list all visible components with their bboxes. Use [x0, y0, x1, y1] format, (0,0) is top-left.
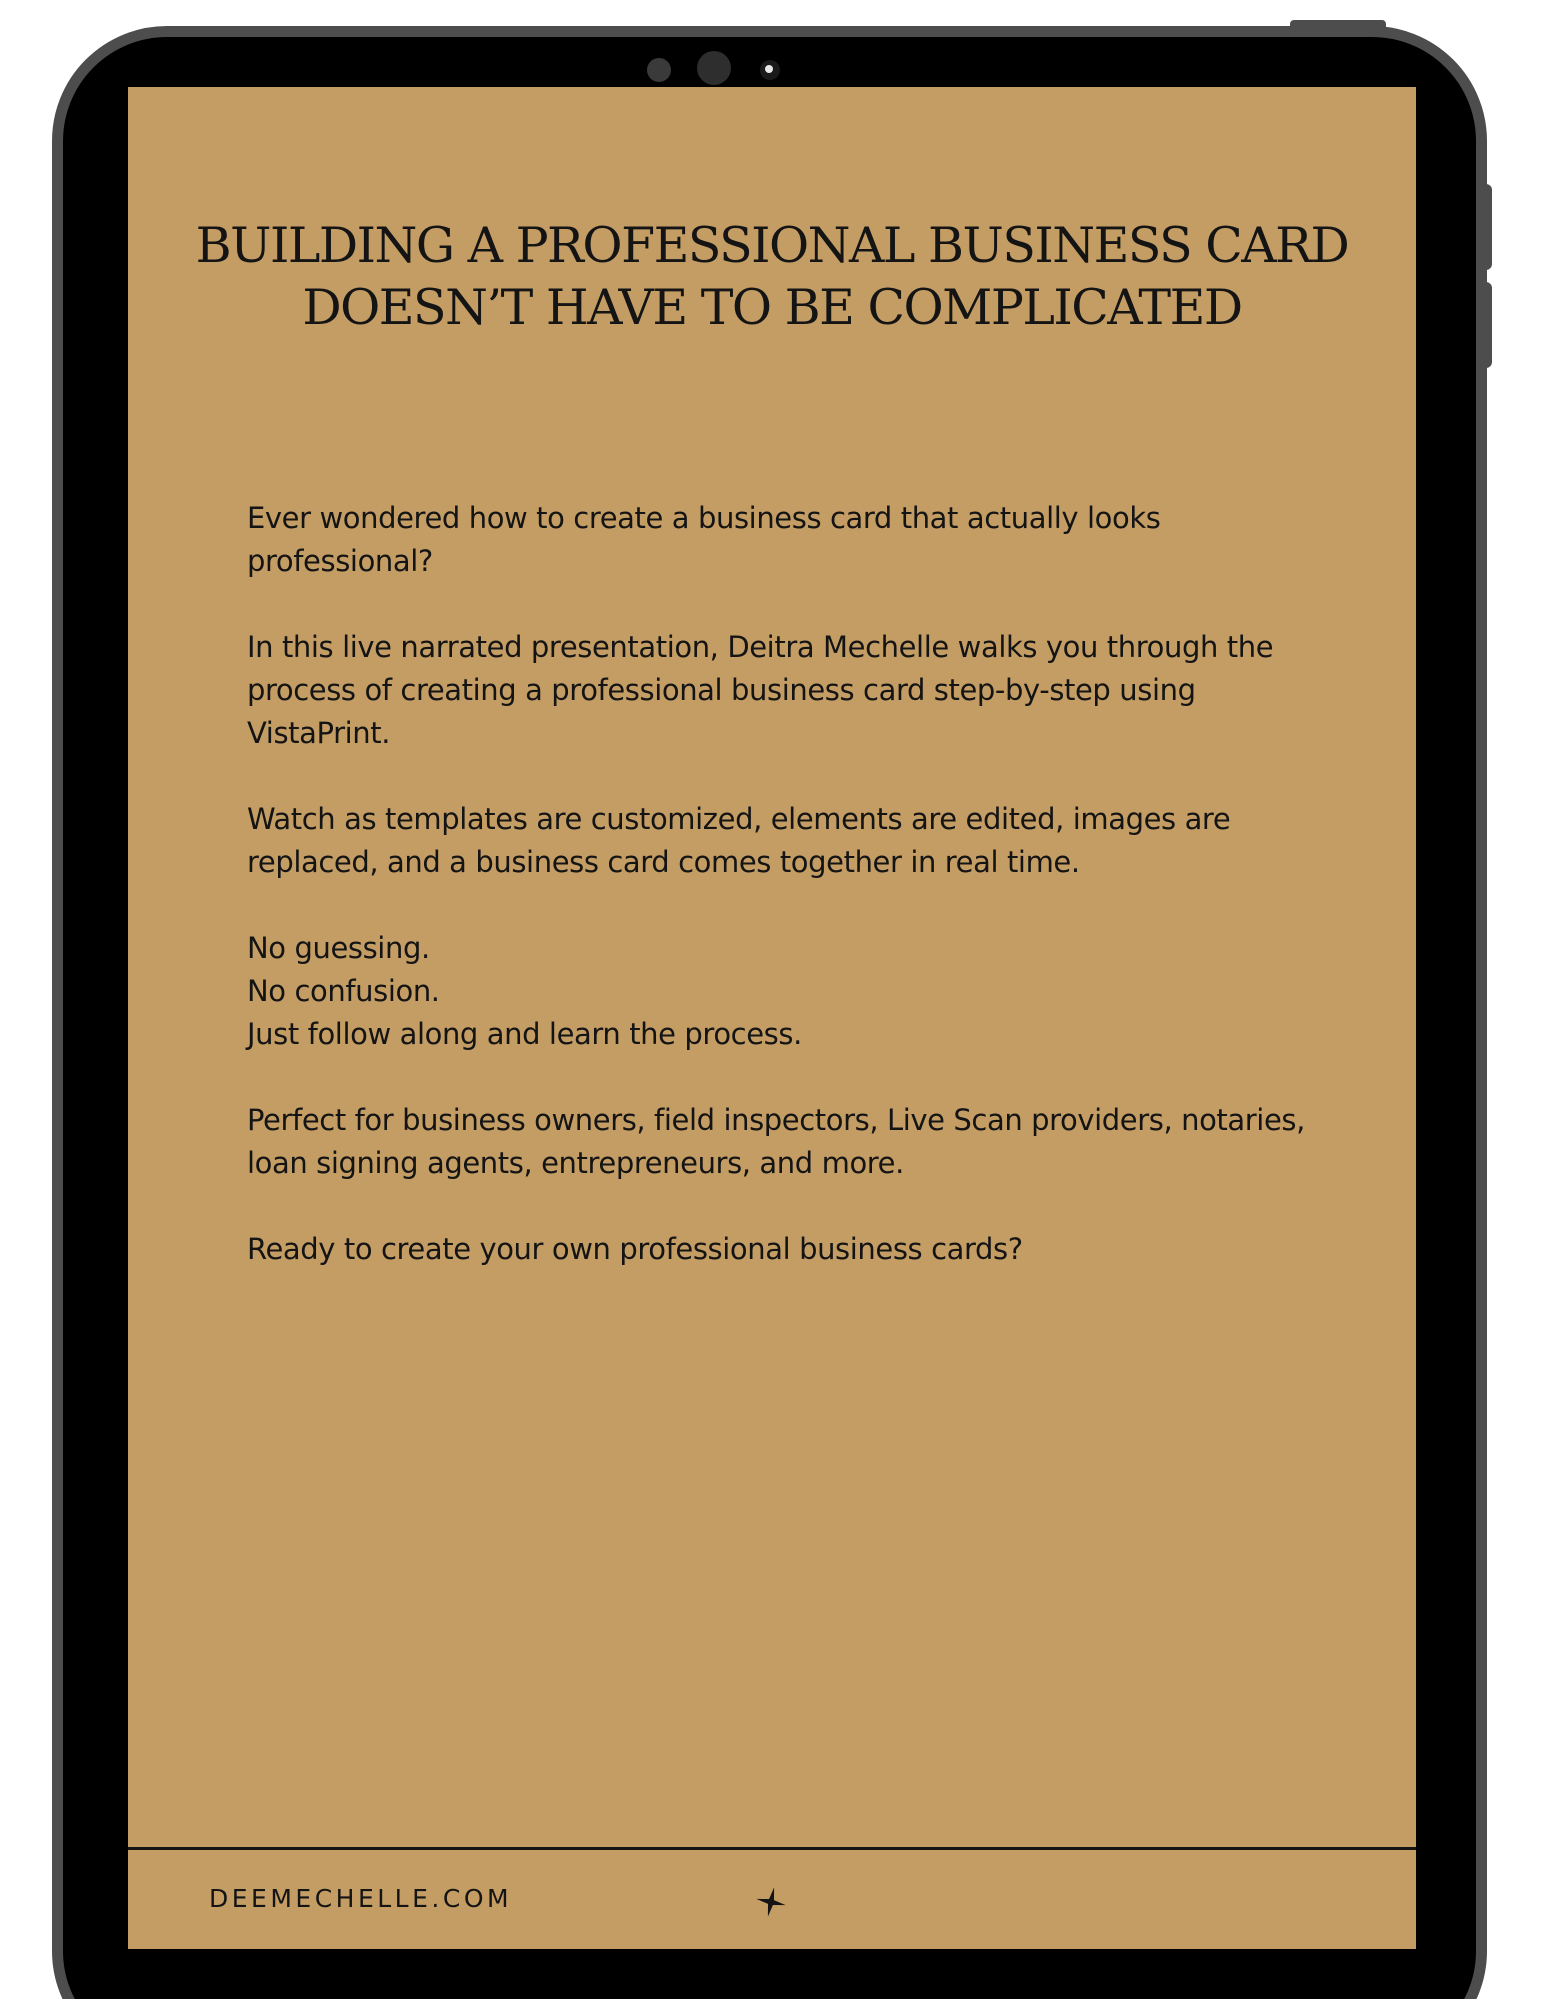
tablet-screen [128, 87, 1416, 1949]
power-button [1290, 20, 1386, 30]
title-line-2: DOESN’T HAVE TO BE COMPLICATED [302, 279, 1242, 336]
call-to-action-paragraph: Ready to create your own professional business cards? [247, 1232, 1023, 1266]
footer-website-link[interactable]: DEEMECHELLE.COM [209, 1884, 513, 1913]
sensor-icon [647, 58, 671, 82]
audience-paragraph: Perfect for business owners, field inspectors, Live Scan providers, notaries, loan signing agents, entrepreneurs, and more. [247, 1103, 1305, 1180]
no-guessing-line: No guessing. [247, 931, 430, 965]
intro-paragraph: Ever wondered how to create a business card that actually looks professional? [247, 501, 1161, 578]
follow-along-line: Just follow along and learn the process. [247, 1017, 802, 1051]
flash-icon [760, 60, 780, 80]
presentation-paragraph: In this live narrated presentation, Deitra Mechelle walks you through the process of creating a professional business card step-by-step using VistaPrint. [247, 630, 1274, 750]
no-confusion-line: No confusion. [247, 974, 440, 1008]
page-title [128, 215, 1416, 339]
title-line-1: BUILDING A PROFESSIONAL BUSINESS CARD [195, 217, 1349, 274]
camera-lens-icon [697, 51, 731, 85]
footer-divider [128, 1847, 1416, 1850]
volume-down-button [1478, 282, 1492, 368]
volume-up-button [1478, 184, 1492, 270]
body-copy [247, 497, 1307, 1314]
four-point-star-icon [756, 1887, 786, 1917]
watch-paragraph: Watch as templates are customized, elements are edited, images are replaced, and a business card comes together in real time. [247, 802, 1231, 879]
